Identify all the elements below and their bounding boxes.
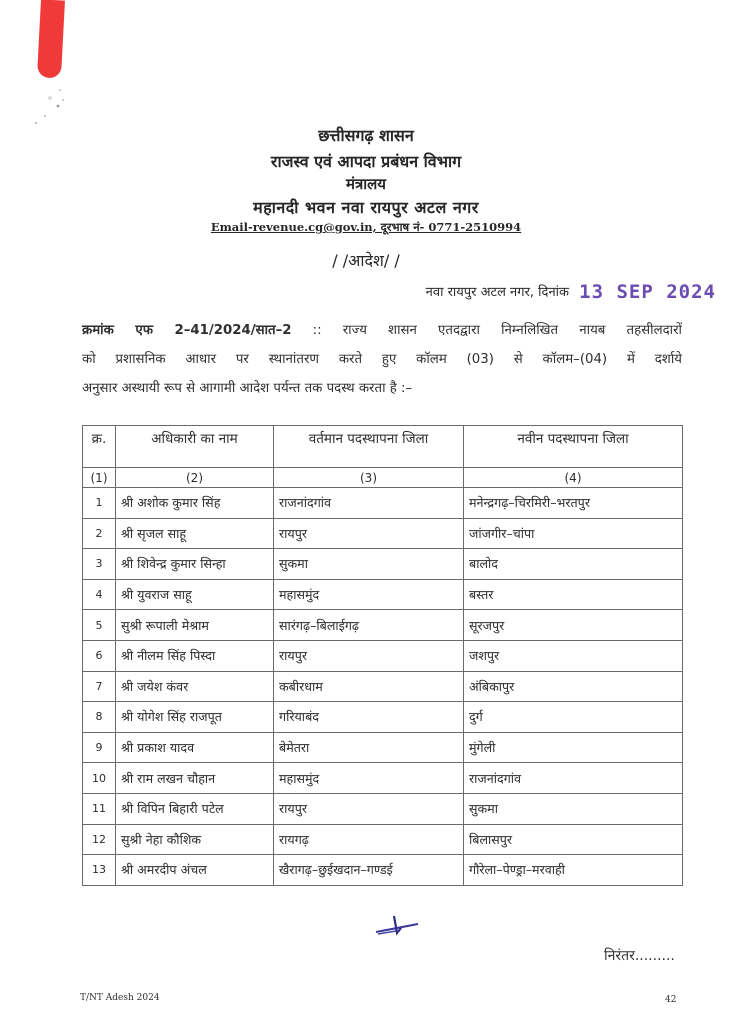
current-posting-cell: खैरागढ़–छुईखदान–गण्डई [274,855,464,886]
new-posting-cell: बालोद [464,549,683,580]
current-posting-cell: रायपुर [274,640,464,671]
current-posting-cell: बेमेतरा [274,732,464,763]
serial-number-cell: 13 [83,855,116,886]
serial-number-cell: 8 [83,702,116,733]
department-name: राजस्व एवं आपदा प्रबंधन विभाग [270,152,462,171]
officer-name-cell: श्री अमरदीप अंचल [116,855,274,886]
table-header-row [83,426,683,468]
paragraph-line-3: अनुसार अस्थायी रूप से आगामी आदेश पर्यन्त तक पदस्थ करता है :– [82,381,413,396]
order-title: / /आदेश/ / [332,251,400,270]
table-row [83,763,683,794]
date-stamp: 13 SEP 2024 [579,281,716,303]
order-reference-number: क्रमांक एफ 2–41/2024/सात–2 [82,323,292,338]
serial-number-cell: 5 [83,610,116,641]
header-serial: क्र. [83,426,116,468]
new-posting-cell: अंबिकापुर [464,671,683,702]
new-posting-cell: सूरजपुर [464,610,683,641]
serial-number-cell: 6 [83,640,116,671]
current-posting-cell: गरियाबंद [274,702,464,733]
new-posting-cell: राजनांदगांव [464,763,683,794]
paragraph-line-1 [82,316,682,345]
new-posting-cell: जशपुर [464,640,683,671]
officer-name-cell: श्री शिवेन्द्र कुमार सिन्हा [116,549,274,580]
officer-name-cell: श्री युवराज साहू [116,579,274,610]
officer-name-cell: श्री योगेश सिंह राजपूत [116,702,274,733]
new-posting-cell: सुकमा [464,793,683,824]
current-posting-cell: राजनांदगांव [274,488,464,519]
column-number-row [83,468,683,488]
serial-number-cell: 12 [83,824,116,855]
current-posting-cell: रायगढ़ [274,824,464,855]
government-name: छत्तीसगढ़ शासन [318,126,414,145]
officer-name-cell: श्री प्रकाश यादव [116,732,274,763]
table-row [83,549,683,580]
officer-name-cell: श्री विपिन बिहारी पटेल [116,793,274,824]
serial-number-cell: 2 [83,518,116,549]
officer-name-cell: श्री अशोक कुमार सिंह [116,488,274,519]
dateline [426,281,716,303]
contact-line: Email-revenue.cg@gov.in, दूरभाष नं- 0771-2510994 [210,220,522,234]
current-posting-cell: महासमुंद [274,579,464,610]
current-posting-cell: सुकमा [274,549,464,580]
officer-name-cell: सुश्री रूपाली मेश्राम [116,610,274,641]
column-number: (4) [464,468,683,488]
serial-number-cell: 9 [83,732,116,763]
new-posting-cell: बस्तर [464,579,683,610]
table-row [83,518,683,549]
new-posting-cell: बिलासपुर [464,824,683,855]
transfer-table [82,425,683,886]
table-row [83,579,683,610]
column-number: (1) [83,468,116,488]
officer-name-cell: श्री जयेश कंवर [116,671,274,702]
table-row [83,671,683,702]
current-posting-cell: रायपुर [274,793,464,824]
serial-number-cell: 11 [83,793,116,824]
table-row [83,855,683,886]
serial-number-cell: 7 [83,671,116,702]
column-number: (2) [116,468,274,488]
officer-name-cell: सुश्री नेहा कौशिक [116,824,274,855]
paragraph-line-1-text: :: राज्य शासन एतदद्वारा निम्नलिखित नायब तहसीलदारों [312,323,682,338]
order-paragraph [82,316,682,403]
table-row [83,488,683,519]
page-number: 42 [665,995,677,1005]
serial-number-cell: 1 [83,488,116,519]
signature [372,912,422,938]
serial-number-cell: 10 [83,763,116,794]
place-date-label: नवा रायपुर अटल नगर, दिनांक [425,285,570,300]
officer-name-cell: श्री नीलम सिंह पिस्दा [116,640,274,671]
current-posting-cell: महासमुंद [274,763,464,794]
officer-name-cell: श्री राम लखन चौहान [116,763,274,794]
officer-name-cell: श्री सृजल साहू [116,518,274,549]
header-current-posting: वर्तमान पदस्थापना जिला [274,426,464,468]
new-posting-cell: मुंगेली [464,732,683,763]
table-row [83,793,683,824]
continued-note: निरंतर......... [604,948,675,964]
current-posting-cell: कबीरधाम [274,671,464,702]
paragraph-line-2: को प्रशासनिक आधार पर स्थानांतरण करते हुए कॉलम (03) से कॉलम–(04) में दर्शाये [82,352,682,367]
table-row [83,732,683,763]
current-posting-cell: सारंगढ़–बिलाईगढ़ [274,610,464,641]
ministry-label: मंत्रालय [345,175,386,193]
table-row [83,640,683,671]
new-posting-cell: मनेन्द्रगढ़–चिरमिरी–भरतपुर [464,488,683,519]
header-officer-name: अधिकारी का नाम [116,426,274,468]
serial-number-cell: 3 [83,549,116,580]
serial-number-cell: 4 [83,579,116,610]
new-posting-cell: जांजगीर–चांपा [464,518,683,549]
header-new-posting: नवीन पदस्थापना जिला [464,426,683,468]
red-marker-stroke [37,0,65,79]
new-posting-cell: दुर्ग [464,702,683,733]
office-address: महानदी भवन नवा रायपुर अटल नगर [253,198,479,217]
table-row [83,610,683,641]
table-row [83,824,683,855]
new-posting-cell: गौरेला–पेण्ड्रा–मरवाही [464,855,683,886]
current-posting-cell: रायपुर [274,518,464,549]
table-row [83,702,683,733]
footer-document-code: T/NT Adesh 2024 [80,993,160,1003]
column-number: (3) [274,468,464,488]
